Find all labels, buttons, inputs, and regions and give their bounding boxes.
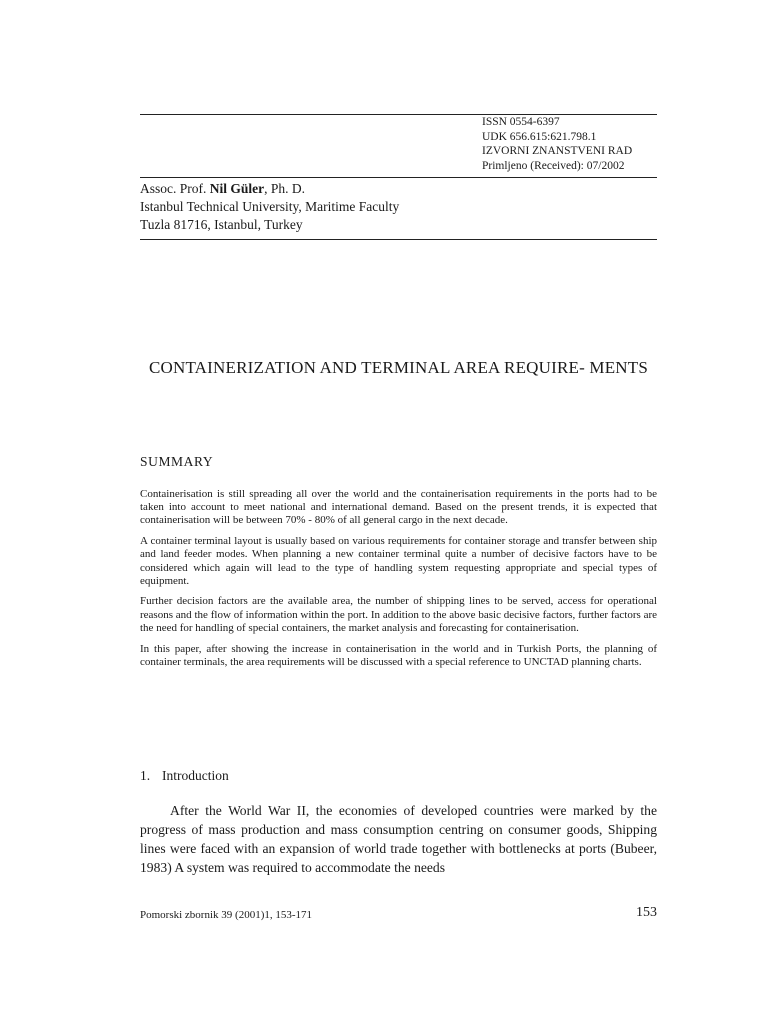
summary-paragraph: Further decision factors are the available area, the number of shipping lines to be served, access for operational reasons and the flow of information within the port. In addition to the above basic decisive factors, further factors are the need for handling of special containers, the market analysis and forecasting for containerisation. [140,595,657,634]
paper-page [140,0,657,1024]
section-title: Introduction [162,768,229,783]
header-rule-bottom [140,239,657,240]
author-address: Tuzla 81716, Istanbul, Turkey [140,217,303,232]
section-number: 1. [140,768,151,783]
footer-page-number: 153 [636,905,657,920]
author-suffix: , Ph. D. [264,181,306,196]
paper-title: CONTAINERIZATION AND TERMINAL AREA REQUIRE- MENTS [148,358,649,377]
author-block [140,180,657,234]
summary-paragraph: In this paper, after showing the increase in containerisation in the world and in Turkish Ports, the planning of container terminals, the area requirements will be discussed with a special reference to UNCTAD planning charts. [140,642,657,668]
issn: ISSN 0554-6397 [482,116,560,128]
footer-journal-citation: Pomorski zbornik 39 (2001)1, 153-171 [140,909,313,921]
summary-heading: SUMMARY [140,454,214,469]
section-heading-introduction [140,768,229,784]
author-prefix: Assoc. Prof. [140,181,207,196]
summary-paragraph: Containerisation is still spreading all over the world and the containerisation requirements in the ports had to be taken into account to meet national and international demand. Based on the present trends, it is expected that containerisation will be between 70% - 80% of all general cargo in the next decade. [140,488,657,527]
body-paragraph: After the World War II, the economies of developed countries were marked by the progress of mass production and mass consumption centring on consumer goods, Shipping lines were faced with an expansion of world trade together with bottlenecks at ports (Bubeer, 1983) A system was required to accommodate the needs [140,803,657,875]
article-type: IZVORNI ZNANSTVENI RAD [482,145,633,157]
publication-metadata [482,115,662,173]
received-date: Primljeno (Received): 07/2002 [482,159,625,172]
udk: UDK 656.615:621.798.1 [482,130,597,143]
summary-paragraph: A container terminal layout is usually based on various requirements for container storage and transfer between ship and land feeder modes. When planning a new container terminal quite a number of decisive factors have to be considered which again will lead to the type of handling system requesting appropriate and special types of equipment. [140,535,657,587]
summary-text [140,488,657,676]
introduction-body [140,801,657,877]
author-affiliation: Istanbul Technical University, Maritime Faculty [140,199,400,214]
author-name: Nil Güler [209,181,265,196]
header-rule-middle [140,177,657,178]
author-line [140,180,657,198]
